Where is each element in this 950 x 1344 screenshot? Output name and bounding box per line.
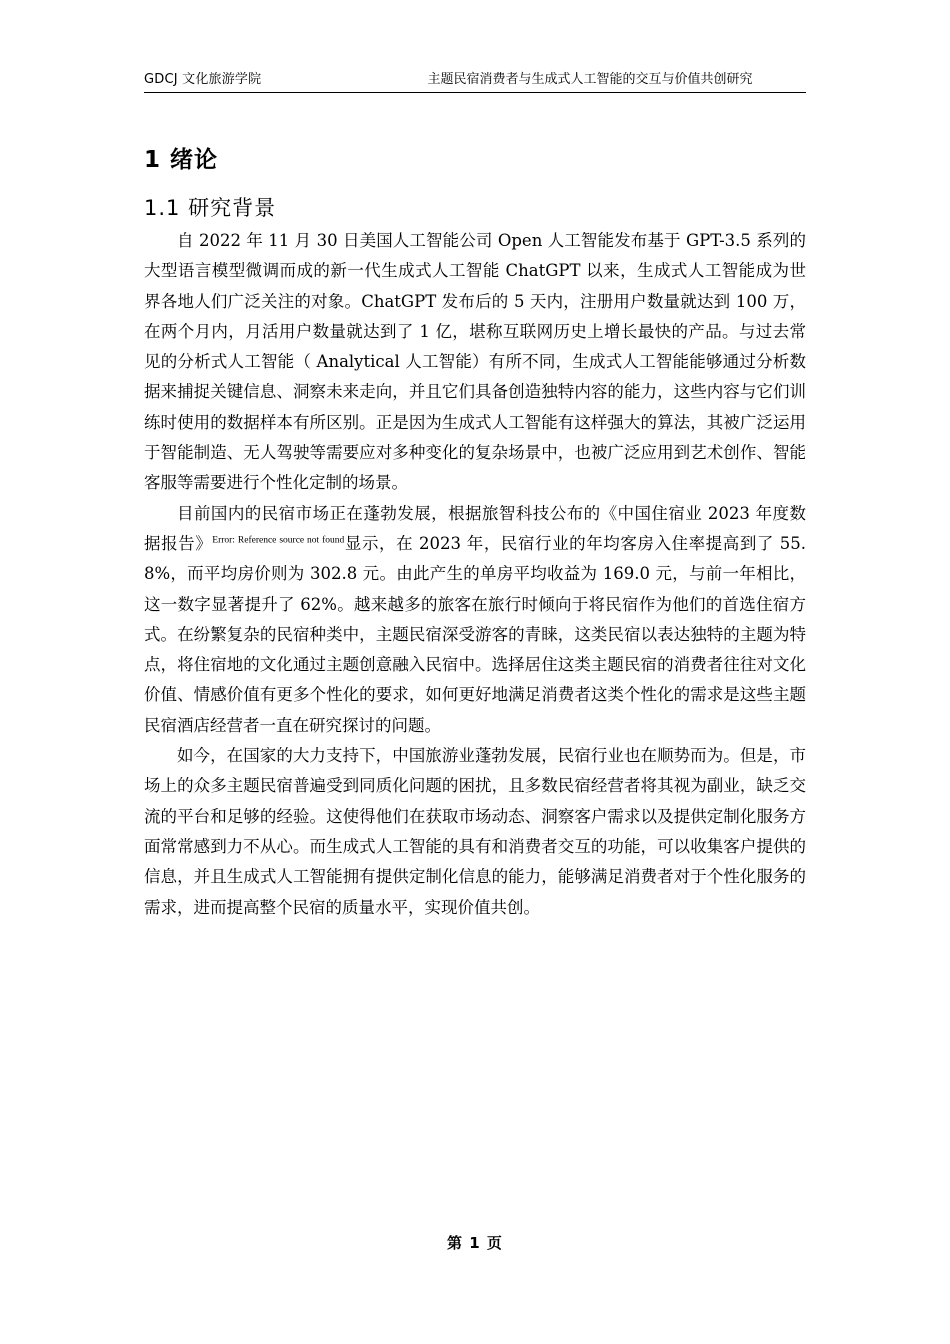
paragraph-2 <box>144 499 806 741</box>
paragraph-3: 如今，在国家的大力支持下，中国旅游业蓬勃发展，民宿行业也在顺势而为。但是，市场上的众多主题民宿普遍受到同质化问题的困扰，且多数民宿经营者将其视为副业，缺乏交流的平台和足够的经验。这使得他们在获取市场动态、洞察客户需求以及提供定制化服务方面常常感到力不从心。而生成式人工智能的具有和消费者交互的功能，可以收集客户提供的信息，并且生成式人工智能拥有提供定制化信息的能力，能够满足消费者对于个性化服务的需求，进而提高整个民宿的质量水平，实现价值共创。 <box>144 746 806 917</box>
paragraph-2-text-after: 显示，在 2023 年，民宿行业的年均客房入住率提高到了 55.8%，而平均房价则为 302.8 元。由此产生的单房平均收益为 169.0 元，与前一年相比，这一数字显著提升了 62%。越来越多的旅客在旅行时倾向于将民宿作为他们的首选住宿方式。在纷繁复杂的民宿种类中，主题民宿深受游客的青睐，这类民宿以表达独特的主题为特点，将住宿地的文化通过主题创意融入民宿中。选择居住这类主题民宿的消费者往往对文化价值、情感价值有更多个性化的要求，如何更好地满足消费者这类个性化的需求是这些主题民宿酒店经营者一直在研究探讨的问题。 <box>144 533 806 735</box>
paragraph-2-text-before: 目前国内的民宿市场正在蓬勃发展，根据旅智科技公布的《中国住宿业 2023 年度数据报告》 <box>144 503 806 553</box>
paragraph-1: 自 2022 年 11 月 30 日美国人工智能公司 Open 人工智能发布基于 GPT-3.5 系列的大型语言模型微调而成的新一代生成式人工智能 ChatGPT 以来，生成式人工智能成为世界各地人们广泛关注的对象。ChatGPT 发布后的 5 天内，注册用户数量就达到 100 万，在两个月内，月活用户数量就达到了 1 亿，堪称互联网历史上增长最快的产品。与过去常见的分析式人工智能（ Analytical 人工智能）有所不同，生成式人工智能能够通过分析数据来捕捉关键信息、洞察未来走向，并且它们具备创造独特内容的能力，这些内容与它们训练时使用的数据样本有所区别。正是因为生成式人工智能有这样强大的算法，其被广泛运用于智能制造、无人驾驶等需要应对多种变化的复杂场景中，也被广泛应用到艺术创作、智能客服等需要进行个性化定制的场景。 <box>144 231 806 493</box>
header-paper-title: 主题民宿消费者与生成式人工智能的交互与价值共创研究 <box>427 72 753 87</box>
chapter-title: 1 绪论 <box>144 147 219 173</box>
header-institution: GDCJ 文化旅游学院 <box>144 72 262 87</box>
reference-error-note: Error: Reference source not found <box>212 535 345 546</box>
page-header <box>144 66 806 93</box>
body-text <box>144 226 806 923</box>
section-title: 1.1 研究背景 <box>144 196 277 220</box>
page-number: 第 1 页 <box>447 1234 503 1252</box>
